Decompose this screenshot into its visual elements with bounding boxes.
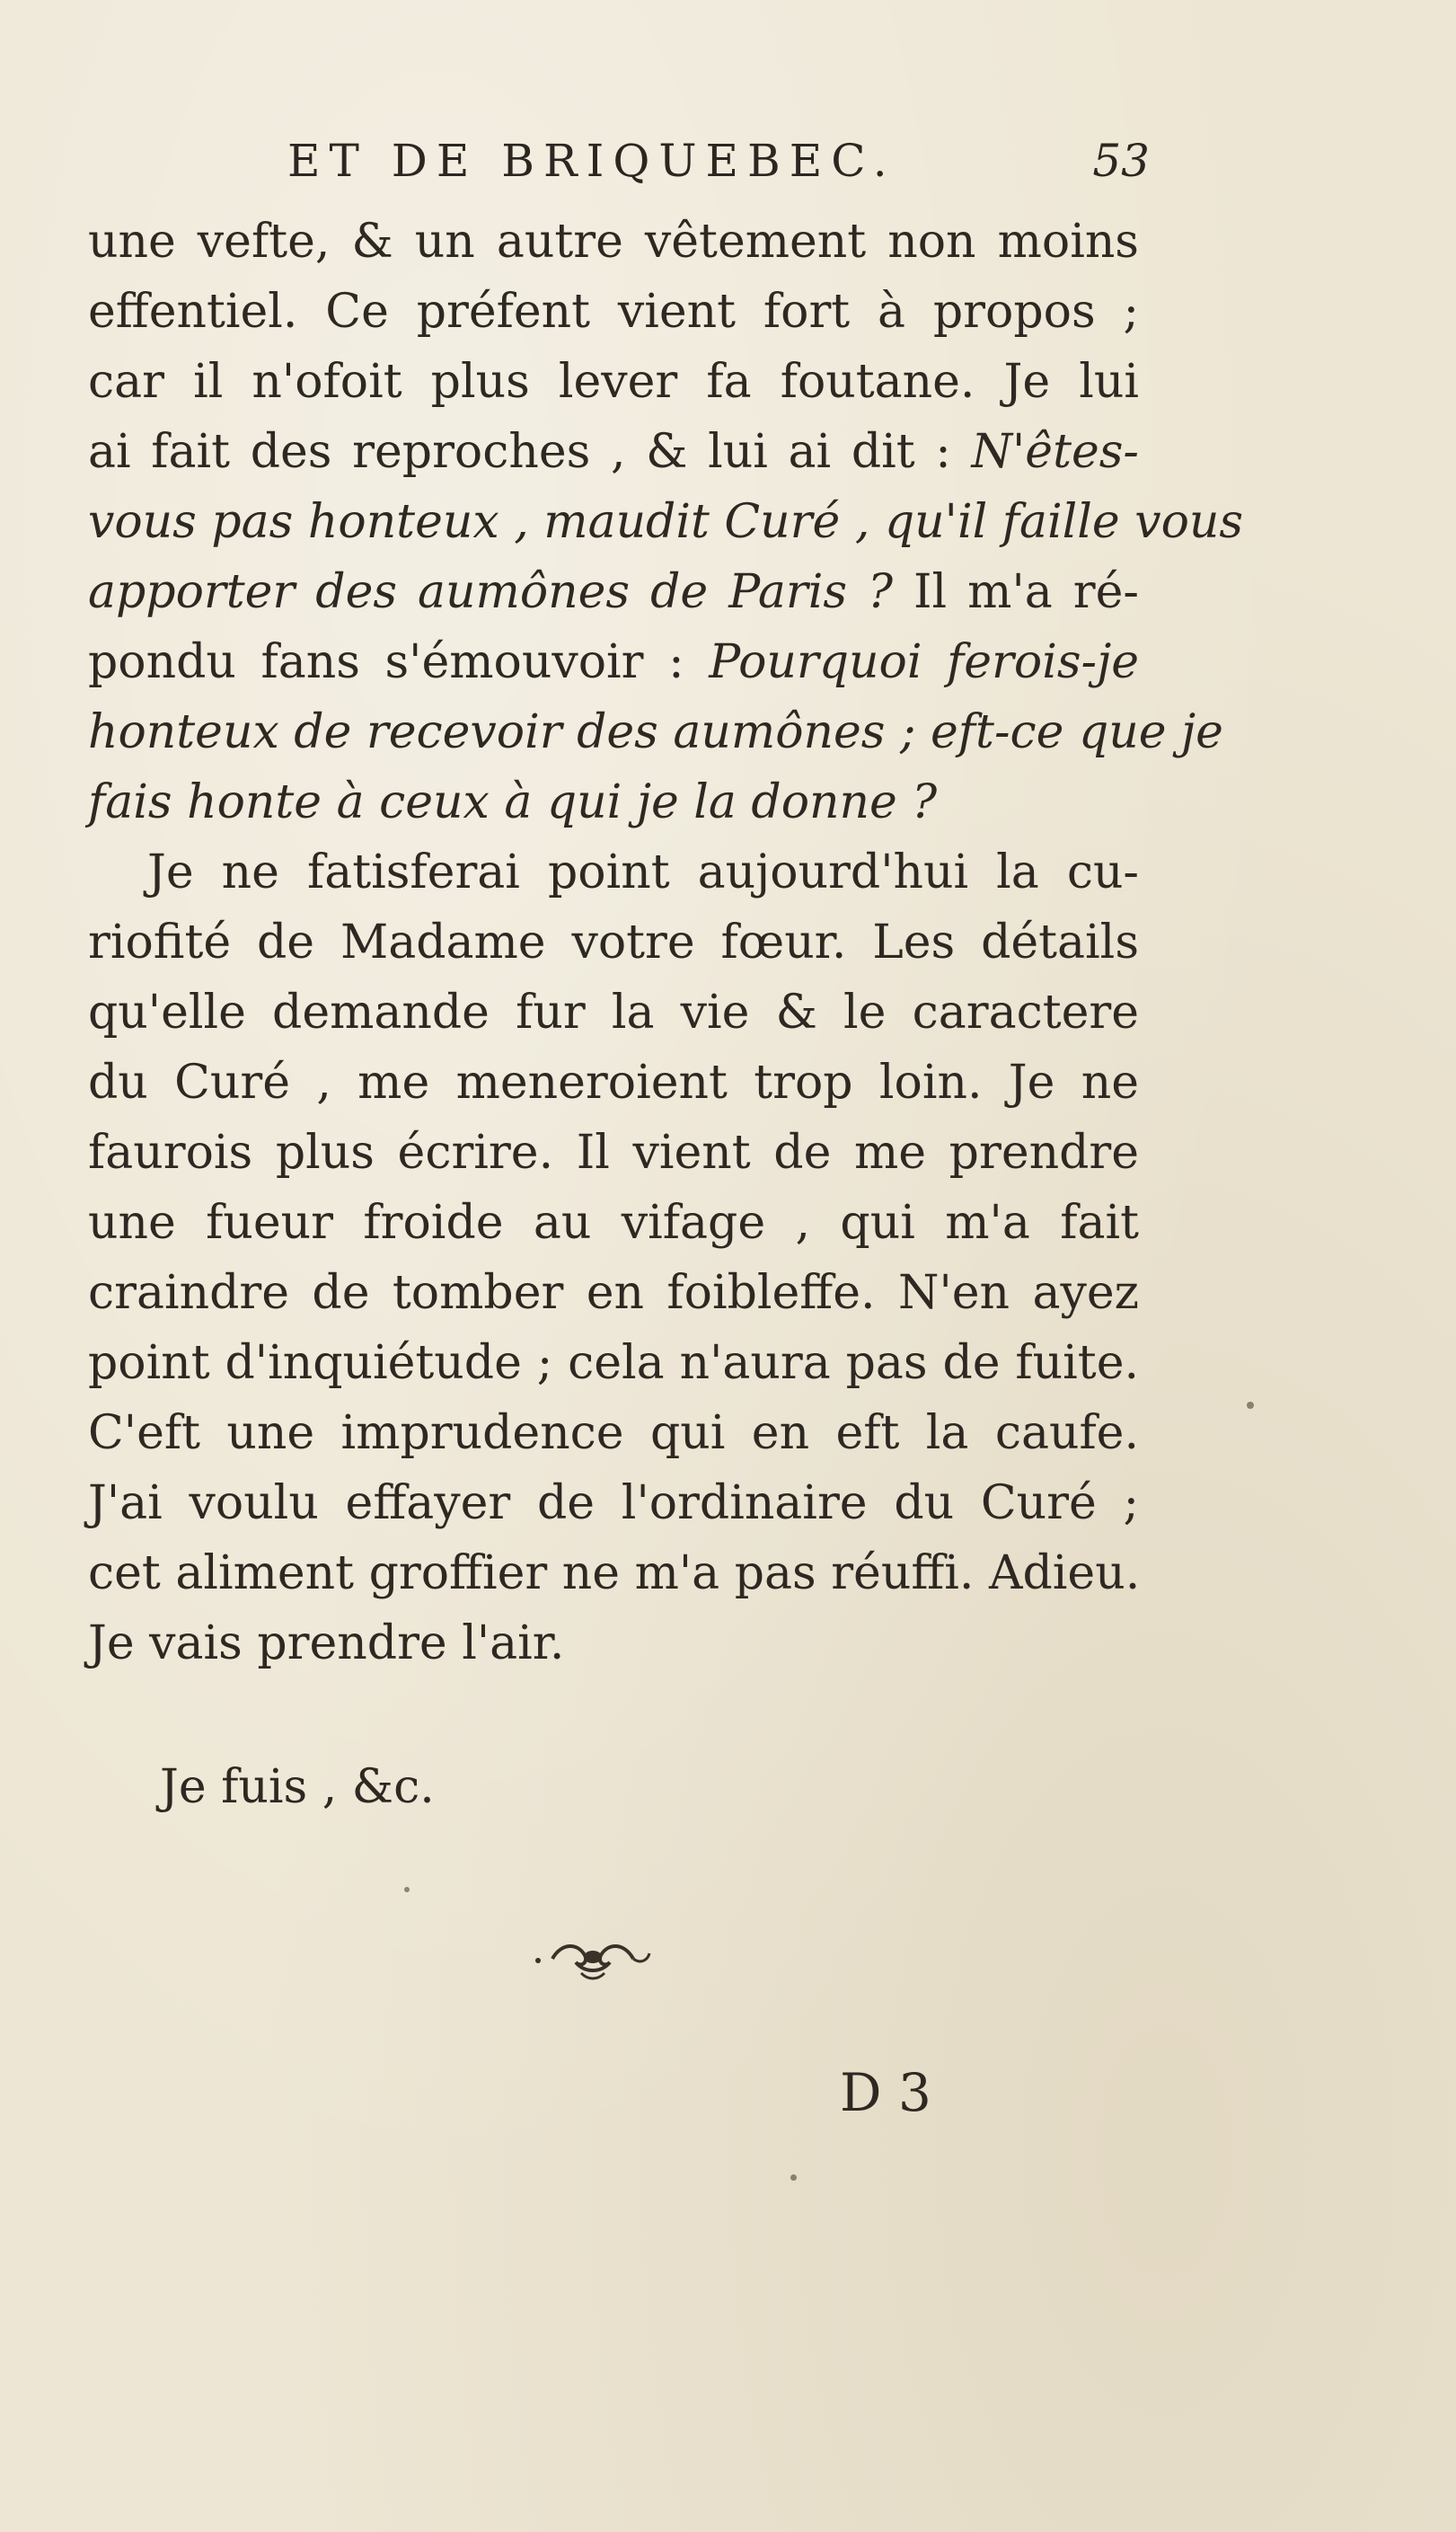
text-line	[88, 1258, 1139, 1328]
text-line	[88, 907, 1139, 978]
text-line	[88, 1538, 1139, 1608]
body-text	[88, 207, 1244, 1678]
fleuron-ornament-icon	[525, 1932, 660, 1986]
roman-text: effentiel. Ce préfent vient fort à propos ;	[88, 285, 1139, 339]
closing-formula: Je fuis , &c.	[160, 1760, 435, 1814]
paper-speck	[790, 2174, 797, 2181]
text-line	[88, 557, 1139, 627]
text-line	[88, 277, 1139, 347]
paper-speck	[1247, 1402, 1254, 1409]
roman-text: du Curé , me meneroient trop loin. Je ne	[88, 1056, 1139, 1110]
paragraph-1	[88, 207, 1244, 837]
text-line	[88, 1608, 1139, 1678]
text-line	[88, 417, 1139, 487]
roman-text: Il m'a ré-	[892, 565, 1139, 619]
italic-text: fais honte à ceux à qui je la donne ?	[88, 775, 938, 829]
text-line	[88, 1118, 1139, 1188]
roman-text: pondu fans s'émouvoir :	[88, 635, 710, 689]
text-line	[88, 837, 1139, 907]
page-header	[287, 135, 1150, 207]
roman-text: point d'inquiétude ; cela n'aura pas de fuite.	[88, 1336, 1139, 1390]
text-line	[88, 1328, 1139, 1398]
text-line	[88, 978, 1139, 1048]
roman-text: J'ai voulu effayer de l'ordinaire du Curé ;	[88, 1476, 1139, 1530]
text-line	[88, 1188, 1139, 1258]
page-number: 53	[1092, 135, 1150, 187]
roman-text: Je vais prendre l'air.	[88, 1616, 565, 1670]
roman-text: riofité de Madame votre fœur. Les détails	[88, 916, 1139, 969]
text-line	[88, 207, 1139, 277]
text-line	[88, 627, 1139, 697]
roman-text: car il n'ofoit plus lever fa foutane. Je lui	[88, 355, 1139, 409]
paragraph-2	[88, 837, 1139, 1678]
text-line	[88, 347, 1139, 417]
roman-text: ai fait des reproches , & lui ai dit :	[88, 425, 972, 479]
italic-text: Pourquoi ferois-je	[709, 635, 1140, 689]
roman-text: craindre de tomber en foibleffe. N'en ayez	[88, 1266, 1139, 1320]
roman-text: une vefte, & un autre vêtement non moins	[88, 215, 1139, 269]
roman-text: qu'elle demande fur la vie & le caractere	[88, 986, 1139, 1040]
text-line	[88, 697, 1223, 767]
text-line	[88, 1398, 1139, 1468]
italic-text: vous pas honteux , maudit Curé , qu'il faille vous	[88, 495, 1244, 549]
roman-text: faurois plus écrire. Il vient de me prendre	[88, 1126, 1139, 1180]
italic-text: N'êtes-	[971, 425, 1139, 479]
roman-text: Je ne fatisferai point aujourd'hui la cu-	[147, 845, 1139, 899]
text-line	[88, 767, 1139, 837]
paper-speck	[404, 1887, 410, 1892]
roman-text: C'eft une imprudence qui en eft la caufe.	[88, 1406, 1139, 1460]
text-line	[88, 1048, 1139, 1118]
running-head: ET DE BRIQUEBEC.	[287, 135, 896, 187]
text-line	[88, 487, 1244, 557]
text-line	[88, 1468, 1139, 1538]
roman-text: une fueur froide au vifage , qui m'a fait	[88, 1196, 1139, 1250]
italic-text: honteux de recevoir des aumônes ; eft-ce que je	[88, 705, 1223, 759]
signature-mark: D 3	[840, 2062, 931, 2123]
italic-text: apporter des aumônes de Paris ?	[88, 565, 893, 619]
roman-text: cet aliment groffier ne m'a pas réuffi. Adieu.	[88, 1546, 1141, 1600]
